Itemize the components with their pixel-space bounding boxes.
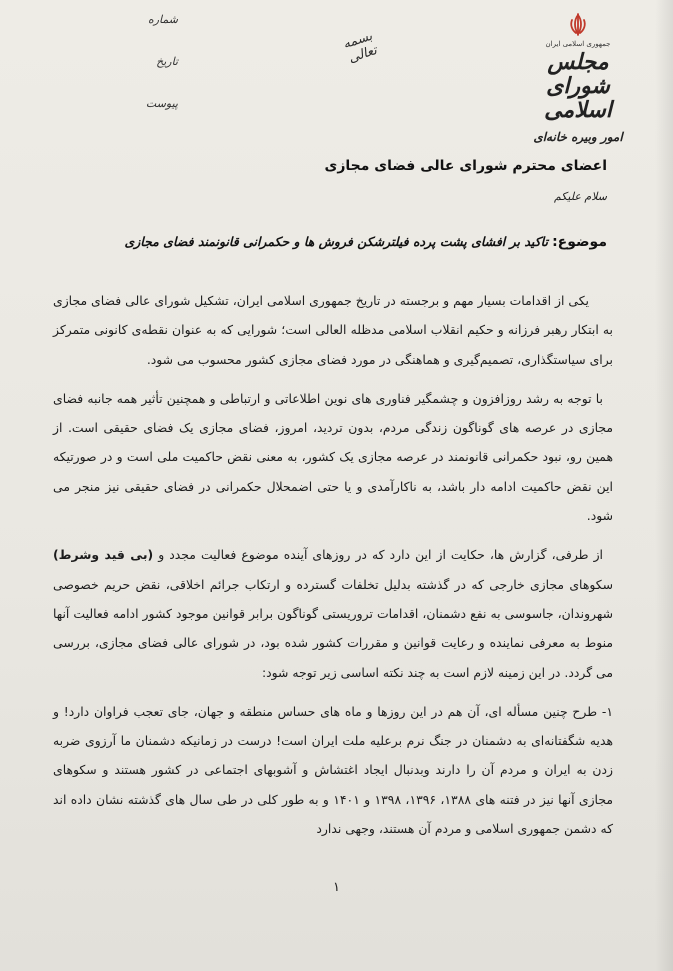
subject-text: تاکید بر افشای پشت پرده فیلترشکن فروش ها و حکمرانی قانونمند فضای مجازی [124, 234, 548, 249]
page-edge-shadow [655, 0, 673, 971]
body-paragraph [53, 540, 613, 686]
letter-recipient: اعضای محترم شورای عالی فضای مجازی [324, 158, 607, 174]
org-country-line: جمهوری اسلامی ایران [545, 40, 611, 48]
basmala-stamp: بسمه تعالی [341, 28, 379, 67]
body-paragraph: یکی از اقدامات بسیار مهم و برجسته در تاریخ جمهوری اسلامی ایران، تشکیل شورای عالی فضای مجازی به ابتکار رهبر فرزانه و حکیم انقلاب اسلامی مدظله العالی است؛ شورایی که به عنوان نقطه‌ی کانونی متمرکز برای سیاستگذاری، تصمیم‌گیری و هماهنگی در مورد فضای مجازی کشور محسوب می شود. [53, 293, 613, 367]
paragraph-text: سکوهای مجازی خارجی که در گذشته بدلیل تخلفات گسترده و ارتکاب جرائم اخلاقی، نقض حریم خصوصی شهروندان، جاسوسی به نفع دشمنان، اقدامات تروریستی گوناگون برابر قوانین موجود کشور ادامه فعالیت آنها منوط به معرفی نماینده و رعایت قوانین و مقررات کشور شده بود، در شورای عالی فضای مجازی، بررسی می گردد. در این زمینه لازم است به چند نکته اساسی زیر توجه شود: [53, 576, 613, 680]
meta-number-label: شماره [147, 13, 178, 26]
letter-meta-fields [118, 10, 178, 136]
subject-label: موضوع: [552, 234, 607, 250]
letter-body [53, 286, 613, 853]
body-numbered-point: ۱- طرح چنین مسأله ای، آن هم در این روزها و ماه های حساس منطقه و جهان، جای تعجب فراوان دارد! و هدیه شگفتانه‌ای به دشمنان در جنگ نرم برعلیه ملت ایران است! درست در زمانیکه دشمنان ما آرزوی ضربه زدن به ایران و مردم آن را دارند وبدنبال ایجاد اغتشاش و آشوبهای اجتماعی در کشور هستند و سکوهای مجازی آنها نیز در فتنه های ۱۳۸۸، ۱۳۹۶، ۱۳۹۸ و ۱۴۰۱ و به طور کلی در طی سال های گذشته نشان داده اند که دشمن جمهوری اسلامی و مردم آن هستند، وجهی ندارد [53, 703, 613, 837]
paragraph-text: از طرفی، گزارش ها، حکایت از این دارد که در روزهای آینده موضوع فعالیت مجدد و [158, 547, 603, 563]
emblem-icon [565, 12, 591, 38]
letter-greeting: سلام علیکم [553, 190, 607, 203]
page-number: ۱ [333, 880, 340, 895]
meta-attachment-label: پیوست [145, 97, 178, 110]
body-paragraph: با توجه به رشد روزافزون و چشمگیر فناوری های نوین اطلاعاتی و ارتباطی و همچنین تأثیر همه جانبه فضای مجازی در عرصه های گوناگون زندگی مردم، بدون تردید، امروز، فضای مجازی یک فضای حقیقی است. از همین رو، نبود حکمرانی قانونمند در عرصه مجازی یک کشور، به معنی نقض حاکمیت ملی است و در صورتیکه این نقض حاکمیت ادامه دار باشد، به ناکارآمدی و یا حتی اضمحلال حکمرانی در فضای حقیقی نیز منجر می شود. [53, 390, 613, 524]
org-department: امور وبیره خانه‌ای [533, 130, 623, 144]
paragraph-bold-phrase: (بی قید وشرط) [53, 547, 154, 563]
organization-logo [523, 12, 633, 144]
letter-subject [47, 234, 607, 250]
org-name: مجلس شورای اسلامی [544, 49, 612, 123]
meta-date-label: تاریخ [156, 55, 178, 68]
